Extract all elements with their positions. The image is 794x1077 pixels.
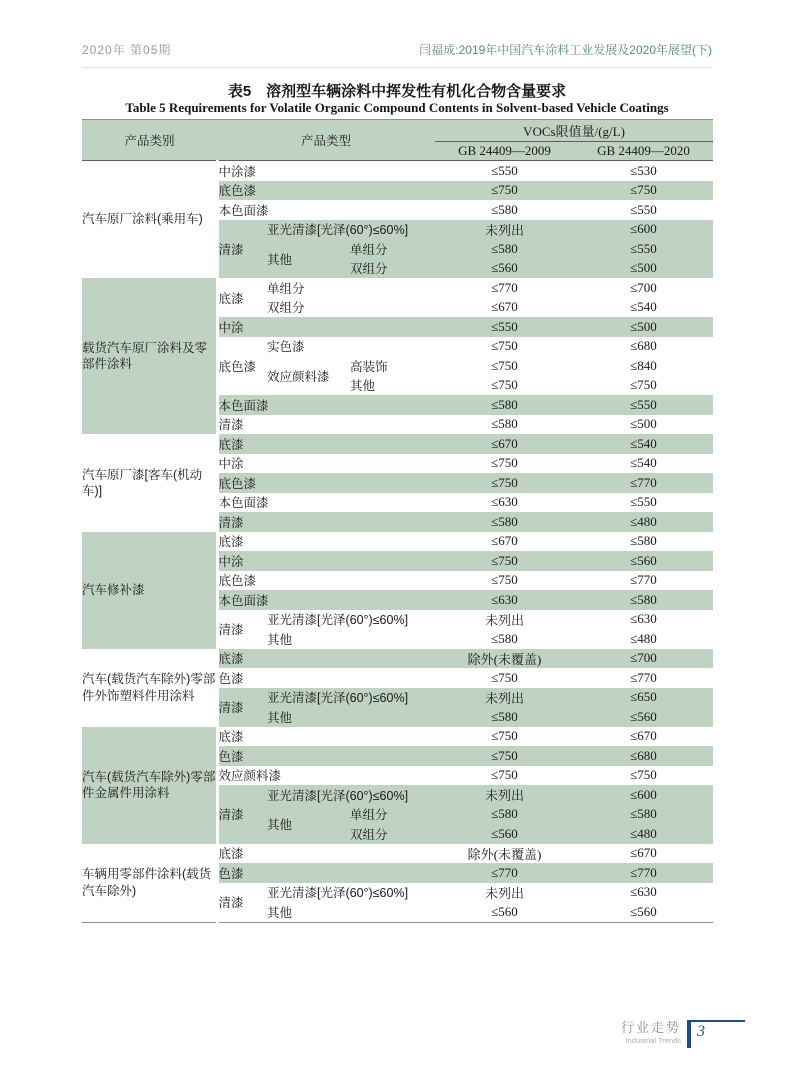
voc-2020-value: ≤630 [574, 883, 713, 903]
voc-2009-value: ≤580 [435, 707, 574, 727]
type-cell: 高装饰 [350, 356, 435, 376]
voc-2009-value: 未列出 [435, 688, 574, 708]
table-title-en: Table 5 Requirements for Volatile Organic Compound Contents in Solvent-based Vehicle Coatings [125, 100, 669, 115]
page-footer [621, 1020, 745, 1048]
voc-2020-value: ≤550 [574, 200, 713, 220]
voc-2009-value: ≤750 [435, 454, 574, 474]
voc-2020-value: ≤750 [574, 766, 713, 786]
type-cell: 底色漆 [217, 571, 435, 591]
category-cell: 车辆用零部件涂料(载货汽车除外) [82, 844, 217, 923]
voc-2020-value: ≤540 [574, 434, 713, 454]
voc-2009-value: ≤750 [435, 181, 574, 201]
type-cell: 中涂漆 [217, 161, 435, 181]
voc-2020-value: ≤750 [574, 376, 713, 396]
col-header-type: 产品类型 [217, 120, 435, 161]
voc-2009-value: 除外(未覆盖) [435, 649, 574, 669]
col-header-gb2020: GB 24409—2020 [574, 142, 713, 161]
type-cell: 底漆 [217, 532, 435, 552]
voc-2009-value: ≤550 [435, 317, 574, 337]
voc-2009-value: ≤750 [435, 337, 574, 357]
type-cell: 实色漆 [267, 337, 435, 357]
voc-2020-value: ≤770 [574, 571, 713, 591]
type-subgroup-cell: 其他 [267, 805, 350, 844]
footer-section-labels [621, 1021, 681, 1045]
voc-2020-value: ≤500 [574, 259, 713, 279]
voc-2020-value: ≤500 [574, 317, 713, 337]
type-cell: 底色漆 [217, 473, 435, 493]
category-cell: 汽车(载货汽车除外)零部件外饰塑料件用涂料 [82, 649, 217, 727]
type-cell: 底漆 [217, 727, 435, 747]
voc-2009-value: ≤750 [435, 766, 574, 786]
type-subgroup-cell: 效应颜料漆 [267, 356, 350, 395]
type-cell: 中涂 [217, 317, 435, 337]
voc-2009-value: ≤580 [435, 512, 574, 532]
voc-2020-value: ≤600 [574, 785, 713, 805]
type-cell: 单组分 [350, 805, 435, 825]
type-cell: 本色面漆 [217, 395, 435, 415]
type-subgroup-cell: 其他 [267, 239, 350, 278]
type-cell: 单组分 [350, 239, 435, 259]
type-group-cell: 底色漆 [217, 337, 267, 396]
voc-2009-value: ≤770 [435, 278, 574, 298]
page-number-frame [687, 1020, 745, 1048]
page-number-bar [687, 1022, 691, 1048]
voc-2020-value: ≤680 [574, 746, 713, 766]
type-cell: 亚光清漆[光泽(60°)≤60%] [267, 220, 435, 240]
voc-2009-value: ≤670 [435, 532, 574, 552]
voc-2020-value: ≤840 [574, 356, 713, 376]
voc-2020-value: ≤480 [574, 629, 713, 649]
type-cell: 亚光清漆[光泽(60°)≤60%] [267, 688, 435, 708]
voc-2009-value: ≤580 [435, 805, 574, 825]
type-cell: 色漆 [217, 668, 435, 688]
running-head [82, 41, 712, 68]
type-group-cell: 清漆 [217, 220, 267, 279]
type-cell: 其他 [267, 707, 435, 727]
category-cell: 汽车原厂涂料(乘用车) [82, 161, 217, 279]
voc-2020-value: ≤550 [574, 239, 713, 259]
voc-2009-value: 未列出 [435, 610, 574, 630]
type-cell: 清漆 [217, 512, 435, 532]
type-cell: 色漆 [217, 863, 435, 883]
voc-2009-value: ≤580 [435, 395, 574, 415]
type-group-cell: 清漆 [217, 883, 267, 923]
voc-2009-value: ≤580 [435, 239, 574, 259]
voc-2020-value: ≤540 [574, 298, 713, 318]
voc-2020-value: ≤700 [574, 278, 713, 298]
voc-2009-value: ≤750 [435, 356, 574, 376]
voc-2009-value: ≤750 [435, 727, 574, 747]
voc-2009-value: 除外(未覆盖) [435, 844, 574, 864]
voc-2020-value: ≤550 [574, 395, 713, 415]
voc-2020-value: ≤560 [574, 551, 713, 571]
voc-2020-value: ≤770 [574, 668, 713, 688]
col-header-voc-group: VOCs限值量/(g/L) [435, 120, 713, 142]
voc-2009-value: ≤630 [435, 590, 574, 610]
table-row [82, 434, 713, 454]
voc-2009-value: 未列出 [435, 220, 574, 240]
voc-2020-value: ≤540 [574, 454, 713, 474]
voc-2009-value: ≤580 [435, 415, 574, 435]
type-cell: 清漆 [217, 415, 435, 435]
voc-limits-table [82, 119, 713, 923]
table-row [82, 649, 713, 669]
voc-2020-value: ≤560 [574, 902, 713, 922]
type-cell: 本色面漆 [217, 590, 435, 610]
article-title-running: 闫福成:2019年中国汽车涂料工业发展及2020年展望(下) [419, 43, 712, 57]
voc-2009-value: ≤750 [435, 473, 574, 493]
voc-2020-value: ≤580 [574, 532, 713, 552]
voc-2020-value: ≤580 [574, 805, 713, 825]
voc-2009-value: ≤550 [435, 161, 574, 181]
type-cell: 底漆 [217, 844, 435, 864]
voc-2020-value: ≤550 [574, 493, 713, 513]
voc-2020-value: ≤770 [574, 473, 713, 493]
footer-section-zh: 行业走势 [620, 1020, 681, 1035]
type-cell: 色漆 [217, 746, 435, 766]
table-row [82, 844, 713, 864]
category-cell: 载货汽车原厂涂料及零部件涂料 [82, 278, 217, 434]
type-cell: 其他 [267, 629, 435, 649]
type-cell: 底漆 [217, 649, 435, 669]
table-row [82, 727, 713, 747]
voc-2009-value: 未列出 [435, 785, 574, 805]
voc-2020-value: ≤560 [574, 707, 713, 727]
voc-2009-value: ≤560 [435, 259, 574, 279]
type-cell: 其他 [350, 376, 435, 396]
voc-2020-value: ≤680 [574, 337, 713, 357]
voc-2009-value: ≤750 [435, 668, 574, 688]
table-row [82, 278, 713, 298]
type-cell: 单组分 [267, 278, 435, 298]
table-row [82, 532, 713, 552]
type-cell: 效应颜料漆 [217, 766, 435, 786]
voc-2020-value: ≤650 [574, 688, 713, 708]
footer-section-en: Industrial Trends [625, 1035, 681, 1045]
voc-2020-value: ≤500 [574, 415, 713, 435]
voc-2009-value: ≤580 [435, 629, 574, 649]
type-group-cell: 清漆 [217, 785, 267, 844]
type-group-cell: 清漆 [217, 610, 267, 649]
type-group-cell: 清漆 [217, 688, 267, 727]
type-cell: 本色面漆 [217, 200, 435, 220]
voc-2009-value: ≤560 [435, 824, 574, 844]
type-cell: 双组分 [350, 824, 435, 844]
type-cell: 亚光清漆[光泽(60°)≤60%] [267, 883, 435, 903]
category-cell: 汽车修补漆 [82, 532, 217, 649]
category-cell: 汽车(载货汽车除外)零部件金属件用涂料 [82, 727, 217, 844]
voc-2009-value: ≤750 [435, 376, 574, 396]
type-group-cell: 底漆 [217, 278, 267, 317]
voc-2020-value: ≤770 [574, 863, 713, 883]
voc-2009-value: ≤750 [435, 746, 574, 766]
category-cell: 汽车原厂漆[客车(机动车)] [82, 434, 217, 532]
voc-2020-value: ≤580 [574, 590, 713, 610]
type-cell: 中涂 [217, 551, 435, 571]
type-cell: 亚光清漆[光泽(60°)≤60%] [267, 610, 435, 630]
voc-2009-value: ≤560 [435, 902, 574, 922]
col-header-gb2009: GB 24409—2009 [435, 142, 574, 161]
col-header-category: 产品类别 [82, 120, 217, 161]
voc-2009-value: ≤770 [435, 863, 574, 883]
voc-2020-value: ≤600 [574, 220, 713, 240]
table-row [82, 161, 713, 181]
type-cell: 中涂 [217, 454, 435, 474]
voc-2020-value: ≤480 [574, 824, 713, 844]
voc-2020-value: ≤700 [574, 649, 713, 669]
voc-2009-value: ≤750 [435, 551, 574, 571]
voc-2009-value: ≤670 [435, 298, 574, 318]
voc-2020-value: ≤670 [574, 727, 713, 747]
type-cell: 双组分 [350, 259, 435, 279]
voc-2009-value: 未列出 [435, 883, 574, 903]
voc-2009-value: ≤670 [435, 434, 574, 454]
voc-2020-value: ≤530 [574, 161, 713, 181]
type-cell: 亚光清漆[光泽(60°)≤60%] [267, 785, 435, 805]
voc-2020-value: ≤630 [574, 610, 713, 630]
page-number: 3 [697, 1023, 705, 1040]
type-cell: 底漆 [217, 434, 435, 454]
voc-2009-value: ≤630 [435, 493, 574, 513]
type-cell: 本色面漆 [217, 493, 435, 513]
voc-2020-value: ≤750 [574, 181, 713, 201]
voc-2009-value: ≤580 [435, 200, 574, 220]
voc-2020-value: ≤670 [574, 844, 713, 864]
voc-2009-value: ≤750 [435, 571, 574, 591]
type-cell: 其他 [267, 902, 435, 922]
type-cell: 双组分 [267, 298, 435, 318]
table-title-zh: 表5 溶剂型车辆涂料中挥发性有机化合物含量要求 [227, 83, 567, 100]
type-cell: 底色漆 [217, 181, 435, 201]
issue-label: 2020年 第05期 [82, 43, 172, 57]
voc-2020-value: ≤480 [574, 512, 713, 532]
